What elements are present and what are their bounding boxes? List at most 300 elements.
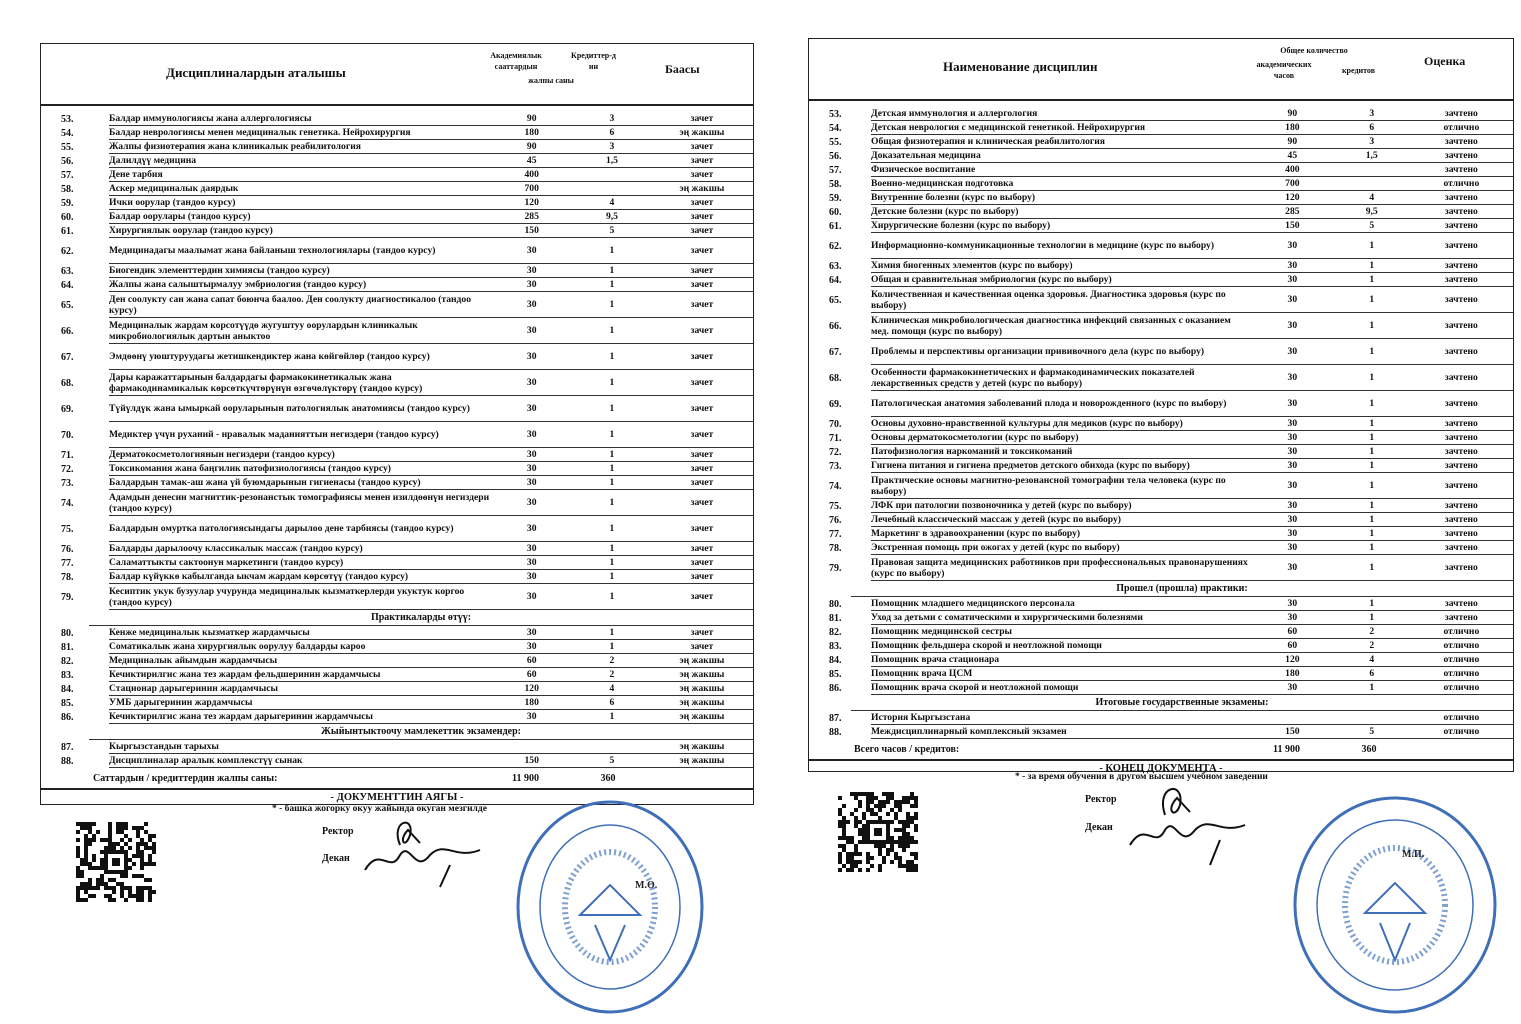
table-row [41,476,753,490]
hours-value: 90 [1251,107,1334,121]
grade-value: эң жакшы [651,654,753,668]
hours-value: 400 [1251,163,1334,177]
credits-value: 1 [573,344,651,370]
row-number: 80. [61,627,74,639]
row-number: 72. [61,463,74,475]
row-number: 79. [61,591,74,603]
table-row [41,682,753,696]
grade-value: зачет [651,238,753,264]
row-number: 86. [61,711,74,723]
discipline-name: Уход за детьми с соматическими и хирургическими болезнями [871,611,1251,625]
grade-value: зачтено [1410,513,1513,527]
row-number: 74. [829,480,842,492]
hours-value: 30 [1251,417,1334,431]
hours-value: 150 [1251,219,1334,233]
table-row [809,135,1513,149]
row-number: 56. [829,150,842,162]
hours-value: 120 [1251,653,1334,667]
grade-value: зачтено [1410,499,1513,513]
footnote: * - башка жогорку окуу жайында окуган мезгилде [272,804,487,814]
hours-value: 30 [1251,555,1334,581]
grade-value: отлично [1410,177,1513,191]
row-number: 57. [829,164,842,176]
official-seal [1290,795,1500,1015]
grade-value: зачет [651,584,753,610]
credits-value: 2 [1334,639,1410,653]
grade-value: эң жакшы [651,740,753,754]
table-row [41,640,753,654]
hours-value: 90 [1251,135,1334,149]
credits-value: 1 [573,710,651,724]
discipline-name: Хирургические болезни (курс по выбору) [871,219,1251,233]
signatures [360,815,490,890]
table-row [809,541,1513,555]
table-row [809,625,1513,639]
row-number: 73. [829,460,842,472]
discipline-name: Далилдүү медицина [109,154,490,168]
rector-label: Ректор [1085,794,1117,805]
credits-value: 4 [1334,653,1410,667]
discipline-name: Помощник врача ЦСМ [871,667,1251,681]
row-number: 62. [829,240,842,252]
hours-value: 30 [1251,445,1334,459]
discipline-name: Токсикомания жана баңгилик патофизиологиясы (тандоо курсу) [109,462,490,476]
header-total: Общее количество [1280,46,1348,55]
discipline-name: Детская неврология с медицинской генетикой. Нейрохирургия [871,121,1251,135]
row-number: 67. [61,351,74,363]
table-row [41,462,753,476]
table-row [809,107,1513,121]
credits-value [573,182,651,196]
credits-value: 1 [573,626,651,640]
row-number: 60. [61,211,74,223]
grade-value: зачет [651,140,753,154]
header-credits-line: ин [588,62,599,71]
section-heading: Прошел (прошла) практики: [851,581,1513,597]
credits-value: 1 [1334,445,1410,459]
row-number: 70. [829,418,842,430]
grade-value: зачтено [1410,431,1513,445]
transcript-table-kyrgyz [40,43,754,805]
grade-value: зачет [651,196,753,210]
table-row [41,754,753,768]
hours-value: 30 [1251,273,1334,287]
discipline-name: Проблемы и перспективы организации прививочного дела (курс по выбору) [871,339,1251,365]
discipline-name: Эмдөөнү уюштуруудагы жетишкендиктер жана көйгөйлөр (тандоо курсу) [109,344,490,370]
credits-value: 6 [573,126,651,140]
grade-value: эң жакшы [651,668,753,682]
hours-value: 30 [1251,459,1334,473]
discipline-name: Маркетинг в здравоохранении (курс по выбору) [871,527,1251,541]
header-credits-line: Кредиттер-д [571,51,616,60]
table-row [809,121,1513,135]
row-number: 66. [61,325,74,337]
discipline-name: Физическое воспитание [871,163,1251,177]
hours-value: 30 [1251,473,1334,499]
hours-value: 45 [1251,149,1334,163]
row-number: 58. [61,183,74,195]
table-body [41,106,753,768]
table-row [41,278,753,292]
grade-value: зачет [651,396,753,422]
grade-value: зачтено [1410,527,1513,541]
transcript-table-russian [808,38,1514,772]
credits-value: 5 [1334,725,1410,739]
table-row [809,527,1513,541]
discipline-name: Междисциплинарный комплексный экзамен [871,725,1251,739]
credits-value: 1 [573,476,651,490]
hours-value: 120 [1251,191,1334,205]
section-heading: Итоговые государственные экзамены: [851,695,1513,711]
grade-value: отлично [1410,653,1513,667]
credits-value: 5 [573,224,651,238]
row-number: 78. [829,542,842,554]
credits-value: 4 [1334,191,1410,205]
row-number: 54. [61,127,74,139]
table-row [809,191,1513,205]
discipline-name: Саламаттыкты сактоонун маркетинги (тандоо курсу) [109,556,490,570]
discipline-name: Информационно-коммуникационные технологии в медицине (курс по выбору) [871,233,1251,259]
section-heading: Жыйынтыктоочу мамлекеттик экзамендер: [89,724,753,740]
credits-value: 3 [573,112,651,126]
hours-value: 90 [490,112,573,126]
credits-value: 1 [1334,527,1410,541]
total-label: Всего часов / кредитов: [854,743,960,755]
hours-value: 150 [1251,725,1334,739]
credits-value: 1 [1334,313,1410,339]
grade-value: зачет [651,626,753,640]
hours-value: 30 [1251,611,1334,625]
table-row [41,710,753,724]
discipline-name: Основы духовно-нравственной культуры для медиков (курс по выбору) [871,417,1251,431]
discipline-name: Помощник врача стационара [871,653,1251,667]
grade-value: зачет [651,640,753,654]
grade-value: зачтено [1410,555,1513,581]
table-row [41,542,753,556]
grade-value: зачтено [1410,611,1513,625]
credits-value: 1 [573,292,651,318]
row-number: 55. [61,141,74,153]
total-hours: 11 900 [1273,743,1300,755]
credits-value: 1 [1334,339,1410,365]
discipline-name: Ден соолукту сан жана сапат боюнча баалоо. Ден соолукту диагностикалоо (тандоо курсу) [109,292,490,318]
hours-value: 30 [490,710,573,724]
row-number: 84. [829,654,842,666]
header-credits [556,50,631,72]
grade-value: зачет [651,556,753,570]
discipline-name: Соматикалык жана хирургиялык оорулуу балдарды кароо [109,640,490,654]
row-number: 81. [829,612,842,624]
hours-value: 700 [490,182,573,196]
table-row [41,264,753,278]
credits-value: 9,5 [1334,205,1410,219]
hours-value: 180 [490,126,573,140]
hours-value: 30 [1251,339,1334,365]
table-row [809,725,1513,739]
rector-label: Ректор [322,826,354,837]
grade-value: зачет [651,490,753,516]
row-number: 63. [61,265,74,277]
row-number: 69. [829,398,842,410]
table-row [41,626,753,640]
table-row [41,182,753,196]
table-row [809,339,1513,365]
discipline-name: Детские болезни (курс по выбору) [871,205,1251,219]
grade-value: зачтено [1410,313,1513,339]
credits-value: 1 [573,264,651,278]
discipline-name: Основы дерматокосметологии (курс по выбору) [871,431,1251,445]
credits-value: 1 [573,370,651,396]
header-hours [476,50,556,72]
table-row [809,513,1513,527]
discipline-name: Медициналык жардам корсотүүдө жугуштуу оорулардын клиникалык микробиологиялык дартын аныктоо [109,318,490,344]
seal-mark: М.О. [635,880,658,891]
row-number: 62. [61,245,74,257]
grade-value: зачтено [1410,445,1513,459]
hours-value: 700 [1251,177,1334,191]
hours-value: 400 [490,168,573,182]
row-number: 81. [61,641,74,653]
discipline-name: Түйүлдүк жана ымыркай ооруларынын патологиялык анатомиясы (тандоо курсу) [109,396,490,422]
row-number: 75. [829,500,842,512]
total-credits: 360 [1361,743,1377,755]
section-heading: Практикаларды өтүү: [89,610,753,626]
grade-value: зачтено [1410,107,1513,121]
header-hours-line: часов [1273,71,1295,80]
grade-value: зачет [651,318,753,344]
grade-value: зачет [651,570,753,584]
grade-value: зачет [651,210,753,224]
credits-value: 1 [1334,259,1410,273]
table-header [809,39,1513,101]
hours-value: 180 [1251,667,1334,681]
row-number: 65. [61,299,74,311]
discipline-name: Медициналык айымдын жардамчысы [109,654,490,668]
table-row [41,570,753,584]
table-row [809,259,1513,273]
discipline-name: Клиническая микробиологическая диагностика инфекций связанных с оказанием мед. помощи (курс по выбору) [871,313,1251,339]
header-grade: Оценка [1424,54,1466,68]
hours-value: 180 [1251,121,1334,135]
discipline-name: Количественная и качественная оценка здоровья. Диагностика здоровья (курс по выбору) [871,287,1251,313]
hours-value: 30 [490,292,573,318]
credits-value: 2 [1334,625,1410,639]
grade-value: зачет [651,448,753,462]
discipline-name: Балдар оорулары (тандоо курсу) [109,210,490,224]
hours-value: 30 [490,422,573,448]
grade-value: зачтено [1410,365,1513,391]
grade-value: зачет [651,462,753,476]
discipline-name: Дене тарбия [109,168,490,182]
credits-value: 1 [573,238,651,264]
credits-value: 1 [573,584,651,610]
row-number: 68. [829,372,842,384]
hours-value: 30 [1251,233,1334,259]
row-number: 66. [829,320,842,332]
row-number: 59. [829,192,842,204]
credits-value [1334,177,1410,191]
row-number: 64. [829,274,842,286]
row-number: 85. [829,668,842,680]
hours-value: 30 [490,278,573,292]
discipline-name: Особенности фармакокинетических и фармакодинамических показателей лекарственных средств у детей (курс по выбору) [871,365,1251,391]
credits-value: 6 [1334,121,1410,135]
hours-value: 30 [1251,681,1334,695]
credits-value: 5 [1334,219,1410,233]
row-number: 63. [829,260,842,272]
row-number: 77. [61,557,74,569]
table-row [41,318,753,344]
credits-value: 1 [1334,681,1410,695]
grade-value: эң жакшы [651,682,753,696]
row-number: 88. [829,726,842,738]
grade-value: зачтено [1410,233,1513,259]
row-number: 56. [61,155,74,167]
credits-value: 1 [573,640,651,654]
table-row [809,711,1513,725]
table-row [809,431,1513,445]
row-number: 57. [61,169,74,181]
grade-value: зачтено [1410,597,1513,611]
grade-value: зачет [651,422,753,448]
credits-value: 1,5 [573,154,651,168]
row-number: 70. [61,429,74,441]
discipline-name: Медиктер үчүн руханий - нравалык маданияттын негиздери (тандоо курсу) [109,422,490,448]
row-number: 60. [829,206,842,218]
hours-value: 30 [490,318,573,344]
row-number: 78. [61,571,74,583]
credits-value: 1 [573,422,651,448]
hours-value: 30 [1251,391,1334,417]
hours-value: 30 [490,542,573,556]
credits-value: 1 [1334,611,1410,625]
credits-value: 1 [1334,459,1410,473]
credits-value: 1 [1334,499,1410,513]
table-row [41,168,753,182]
header-hours [1239,59,1329,81]
grade-value: отлично [1410,681,1513,695]
row-number: 77. [829,528,842,540]
credits-value: 1 [573,462,651,476]
discipline-name: Общая и сравнительная эмбриология (курс по выбору) [871,273,1251,287]
hours-value: 30 [1251,541,1334,555]
grade-value: зачет [651,278,753,292]
discipline-name: Балдардын омуртка патологиясындагы дарылоо дене тарбиясы (тандоо курсу) [109,516,490,542]
hours-value: 60 [490,668,573,682]
qr-code [76,822,156,902]
row-number: 61. [829,220,842,232]
row-number: 72. [829,446,842,458]
discipline-name: Кыргызстандын тарыхы [109,740,490,754]
credits-value: 1 [573,318,651,344]
row-number: 69. [61,403,74,415]
table-row [41,112,753,126]
table-row [41,140,753,154]
grade-value: зачет [651,154,753,168]
discipline-name: Химия биогенных элементов (курс по выбору) [871,259,1251,273]
grade-value: зачет [651,292,753,318]
credits-value: 1 [1334,417,1410,431]
credits-value: 1 [1334,391,1410,417]
discipline-name: Детская иммунология и аллергология [871,107,1251,121]
discipline-name: Кесиптик укук бузуулар учурунда медициналык кызматкерлерди укуктук коргоо (тандоо курсу) [109,584,490,610]
row-number: 76. [61,543,74,555]
row-number: 65. [829,294,842,306]
credits-value [573,168,651,182]
row-number: 67. [829,346,842,358]
credits-value: 1 [1334,233,1410,259]
table-row [41,344,753,370]
table-row [41,292,753,318]
row-number: 79. [829,562,842,574]
credits-value: 3 [573,140,651,154]
hours-value: 30 [490,516,573,542]
discipline-name: Дерматокосметологиянын негиздери (тандоо курсу) [109,448,490,462]
hours-value: 30 [490,626,573,640]
dean-label: Декан [322,853,350,864]
discipline-name: Медицинадагы маалымат жана байланыш технологиялары (тандоо курсу) [109,238,490,264]
header-discipline: Наименование дисциплин [943,59,1098,74]
hours-value: 30 [490,448,573,462]
grade-value: зачтено [1410,191,1513,205]
row-number: 58. [829,178,842,190]
discipline-name: Патологическая анатомия заболеваний плода и новорожденного (курс по выбору) [871,391,1251,417]
row-number: 71. [829,432,842,444]
grade-value: эң жакшы [651,182,753,196]
hours-value: 30 [490,490,573,516]
grade-value: зачтено [1410,339,1513,365]
table-row [41,490,753,516]
hours-value: 45 [490,154,573,168]
credits-value: 6 [573,696,651,710]
row-number: 85. [61,697,74,709]
grade-value: зачет [651,542,753,556]
total-hours: 11 900 [512,772,539,784]
table-header [41,44,753,106]
grade-value: зачтено [1410,417,1513,431]
discipline-name: Кенже медициналык кызматкер жардамчысы [109,626,490,640]
credits-value [1334,163,1410,177]
grade-value: зачтено [1410,287,1513,313]
row-number: 73. [61,477,74,489]
table-row [809,473,1513,499]
total-row [41,768,753,790]
grade-value: зачтено [1410,135,1513,149]
grade-value: зачтено [1410,149,1513,163]
hours-value: 30 [1251,287,1334,313]
footnote: * - за время обучения в другом высшем учебном заведении [1015,772,1268,782]
credits-value: 1 [573,516,651,542]
credits-value: 1 [1334,287,1410,313]
table-body [809,101,1513,739]
credits-value: 1 [573,570,651,584]
discipline-name: Патофизиология наркоманий и токсикоманий [871,445,1251,459]
grade-value: зачтено [1410,205,1513,219]
table-row [41,668,753,682]
grade-value: отлично [1410,667,1513,681]
grade-value: зачтено [1410,391,1513,417]
discipline-name: Кечиктирилгис жана тез жардам фельдшеринин жардамчысы [109,668,490,682]
discipline-name: Экстренная помощь при ожогах у детей (курс по выбору) [871,541,1251,555]
grade-value: зачтено [1410,219,1513,233]
row-number: 80. [829,598,842,610]
credits-value: 1 [1334,541,1410,555]
credits-value: 1 [573,556,651,570]
hours-value [1251,711,1334,725]
row-number: 83. [61,669,74,681]
hours-value: 60 [1251,625,1334,639]
credits-value: 4 [573,196,651,210]
